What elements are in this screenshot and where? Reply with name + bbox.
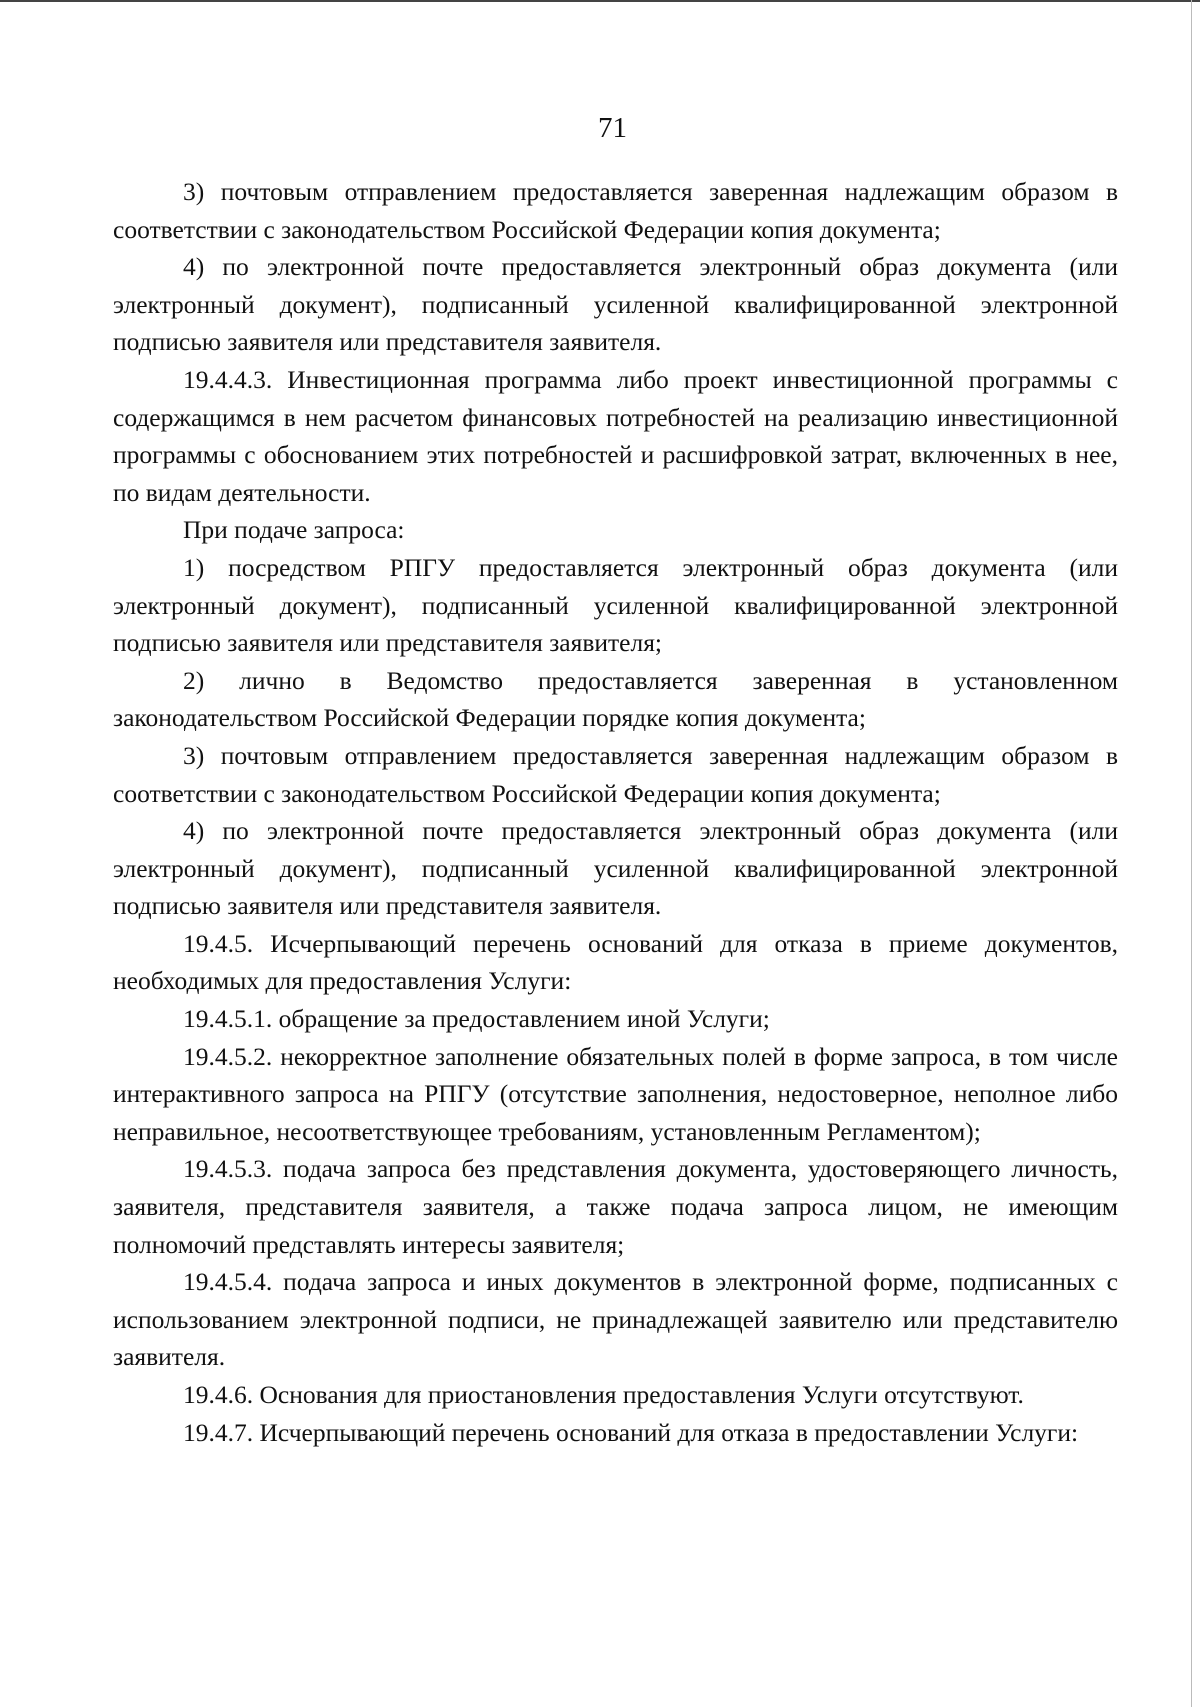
paragraph: 3) почтовым отправлением предоставляется заверенная надлежащим образом в соответствии с законодательством Российской Федерации копия документа; [113, 740, 1118, 808]
paragraph: 19.4.5.4. подача запроса и иных документов в электронной форме, подписанных с использованием электронной подписи, не принадлежащей заявителю или представителю заявителя. [113, 1267, 1118, 1372]
paragraph: 2) лично в Ведомство предоставляется заверенная в установленном законодательством Российской Федерации порядке копия документа; [113, 665, 1118, 733]
body-text [113, 173, 1118, 1451]
paragraph: 3) почтовым отправлением предоставляется заверенная надлежащим образом в соответствии с законодательством Российской Федерации копия документа; [113, 177, 1118, 244]
page-number: 71 [598, 112, 627, 144]
paragraph: 1) посредством РПГУ предоставляется электронный образ документа (или электронный документ), подписанный усиленной квалифицированной электронной подписью заявителя или представителя заявителя; [113, 552, 1118, 658]
paragraph: 4) по электронной почте предоставляется электронный образ документа (или электронный документ), подписанный усиленной квалифицированной электронной подписью заявителя или представителя заявителя. [113, 252, 1118, 357]
paragraph: 19.4.4.3. Инвестиционная программа либо проект инвестиционной программы с содержащимся в нем расчетом финансовых потребностей на реализацию инвестиционной программы с обоснованием этих потребностей и расшифровкой затрат, включенных в нее, по видам деятельности. [113, 364, 1118, 507]
paragraph: 19.4.5.3. подача запроса без представления документа, удостоверяющего личность, заявителя, представителя заявителя, а также подача запроса лицом, не имеющим полномочий представлять интересы заявителя; [113, 1154, 1118, 1259]
paragraph: 19.4.5. Исчерпывающий перечень оснований для отказа в приеме документов, необходимых для предоставления Услуги: [113, 928, 1118, 996]
scan-edge-right [1191, 0, 1192, 1707]
scan-edge-top [0, 0, 1200, 2]
paragraph: 19.4.6. Основания для приостановления предоставления Услуги отсутствуют. [183, 1380, 1024, 1409]
paragraph: 19.4.5.2. некорректное заполнение обязательных полей в форме запроса, в том числе интерактивного запроса на РПГУ (отсутствие заполнения, недостоверное, неполное либо неправильное, несоответствующее требованиям, установленным Регламентом); [113, 1041, 1118, 1146]
paragraph: 19.4.5.1. обращение за предоставлением иной Услуги; [183, 1004, 770, 1034]
paragraph: 4) по электронной почте предоставляется электронный образ документа (или электронный документ), подписанный усиленной квалифицированной электронной подписью заявителя или представителя заявителя. [113, 816, 1118, 921]
paragraph: 19.4.7. Исчерпывающий перечень оснований для отказа в предоставлении Услуги: [183, 1417, 1079, 1447]
paragraph: При подаче запроса: [183, 515, 405, 545]
